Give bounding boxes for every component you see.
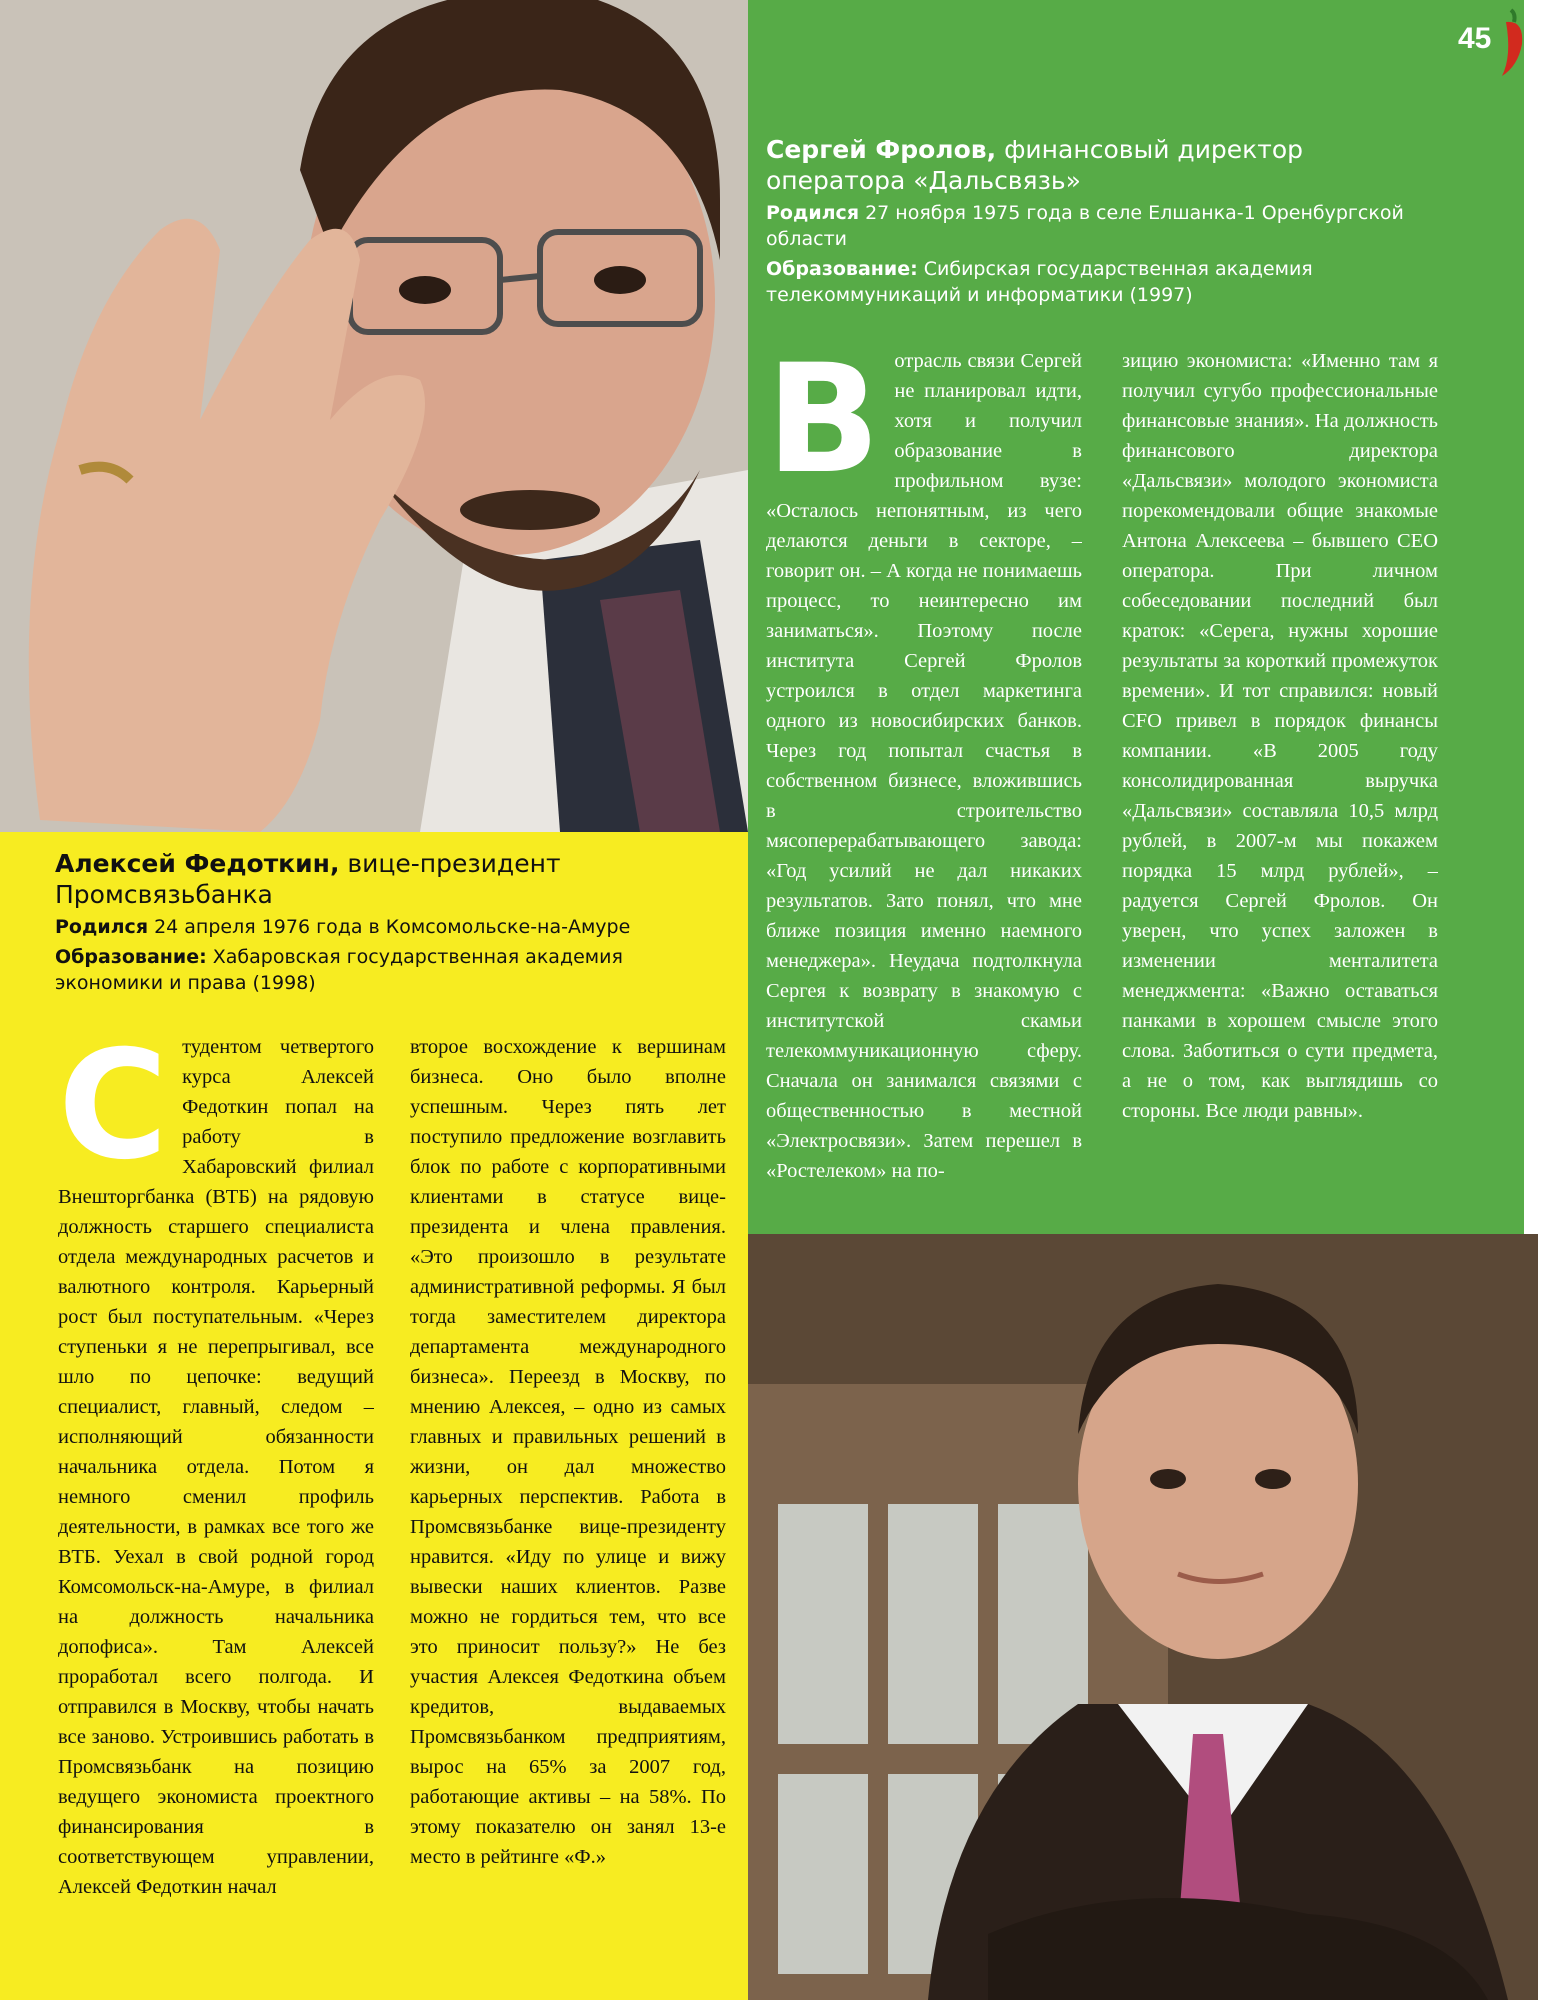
frolov-education-label: Образование:	[766, 258, 918, 280]
fedotkin-dropcap: С	[58, 1032, 169, 1193]
frolov-article-text-2: зицию экономиста: «Именно там я получил сугубо профессиональные финансовые знания». На должность финансового директора «Дальсвязи» молодого экономиста порекомендовали общие знакомые Антона Алексеева – бывшего CEO оператора. При личном собеседовании последний был краток: «Серега, нужны хорошие результаты за короткий промежуток времени». И тот справился: новый CFO привел в порядок финансы компании. «В 2005 году консолидированная выручка «Дальсвязи» составляла 10,5 млрд рублей, в 2007-м мы покажем порядка 15 млрд рублей», – радуется Сергей Фролов. Он уверен, что успех заложен в изменении менталитета менеджмента: «Важно оставаться панками в хорошем смысле этого слова. Заботиться о сути предмета, а не о том, как выглядишь со стороны. Все люди равны».	[1122, 350, 1438, 1122]
frolov-article-column-2	[1122, 346, 1438, 1226]
frolov-portrait-illustration	[748, 1234, 1538, 2000]
frolov-born	[766, 200, 1446, 252]
frolov-education	[766, 256, 1446, 308]
fedotkin-article-text-1: тудентом четвертого курса Алексей Федоткин попал на работу в Хабаровский филиал Внешторгбанка (ВТБ) на рядовую должность старшего специалиста отдела международных расчетов и валютного контроля. Карьерный рост был поступательным. «Через ступеньки я не перепрыгивал, все шло по цепочке: ведущий специалист, главный, следом – исполняющий обязанности начальника отдела. Потом я немного сменил профиль деятельности, в рамках все того же ВТБ. Уехал в свой родной город Комсомольск-на-Амуре, в филиал на должность начальника допофиса». Там Алексей проработал всего полгода. И отправился в Москву, чтобы начать все заново. Устроившись работать в Промсвязьбанк на позицию ведущего экономиста проектного финансирования в соответствующем управлении, Алексей Федоткин начал	[58, 1036, 374, 1898]
fedotkin-article-text-2: второе восхождение к вершинам бизнеса. Оно было вполне успешным. Через пять лет поступило предложение возглавить блок по работе с корпоративными клиентами в статусе вице-президента и члена правления. «Это произошло в результате административной реформы. Я был тогда заместителем директора департамента международного бизнеса». Переезд в Москву, по мнению Алексея, – одно из самых главных и правильных решений в жизни, он дал множество карьерных перспектив. Работа в Промсвязьбанке вице-президенту нравится. «Иду по улице и вижу вывески наших клиентов. Разве можно не гордиться тем, что все это приносит пользу?» Не без участия Алексея Федоткина объем кредитов, выдаваемых Промсвязьбанком предприятиям, вырос на 65% за 2007 год, работающие активы – на 58%. По этому показателю он занял 13-е место в рейтинге «Ф.»	[410, 1036, 726, 1868]
frolov-dropcap: В	[766, 346, 881, 507]
fedotkin-title: вице-президент Промсвязьбанка	[55, 849, 561, 909]
frolov-title: финансовый директор оператора «Дальсвязь»	[766, 135, 1304, 195]
fedotkin-born	[55, 914, 695, 940]
fedotkin-name-line	[55, 848, 695, 910]
fedotkin-portrait-illustration	[0, 0, 748, 832]
fedotkin-profile-header	[55, 848, 695, 996]
chili-pepper-icon	[1494, 8, 1528, 78]
fedotkin-education	[55, 944, 695, 996]
frolov-name-line	[766, 134, 1446, 196]
fedotkin-article-column-1	[58, 1032, 374, 1992]
fedotkin-born-text: 24 апреля 1976 года в Комсомольске-на-Амуре	[154, 916, 631, 938]
frolov-education-text: Сибирская государственная академия телекоммуникаций и информатики (1997)	[766, 258, 1313, 306]
fedotkin-photo	[0, 0, 748, 832]
frolov-born-text: 27 ноября 1975 года в селе Елшанка-1 Оренбургской области	[766, 202, 1404, 250]
frolov-photo	[748, 1234, 1538, 2000]
frolov-article-column-1	[766, 346, 1082, 1226]
fedotkin-born-label: Родился	[55, 916, 149, 938]
frolov-name: Сергей Фролов,	[766, 135, 997, 164]
frolov-article-text-1: отрасль связи Сергей не планировал идти, хотя и получил образование в профильном вузе: «Осталось непонятным, из чего делаются деньги в секторе, – говорит он. – А когда не понимаешь процесс, то неинтересно им заниматься». Поэтому после института Сергей Фролов устроился в отдел маркетинга одного из новосибирских банков. Через год попытал счастья в собственном бизнесе, вложившись в строительство мясоперерабатывающего завода: «Год усилий не дал никаких результатов. Зато понял, что мне ближе позиция именно наемного менеджера». Неудача подтолкнула Сергея к возврату в знакомую с институтской скамьи телекоммуникационную сферу. Сначала он занимался связями с общественностью в местной «Электросвязи». Затем перешел в «Ростелеком» на по-	[766, 350, 1082, 1182]
fedotkin-article-column-2	[410, 1032, 726, 1992]
page-number: 45	[1458, 22, 1492, 55]
frolov-profile-header	[766, 134, 1446, 308]
fedotkin-education-label: Образование:	[55, 946, 207, 968]
frolov-born-label: Родился	[766, 202, 860, 224]
fedotkin-name: Алексей Федоткин,	[55, 849, 340, 878]
fedotkin-education-text: Хабаровская государственная академия экономики и права (1998)	[55, 946, 623, 994]
